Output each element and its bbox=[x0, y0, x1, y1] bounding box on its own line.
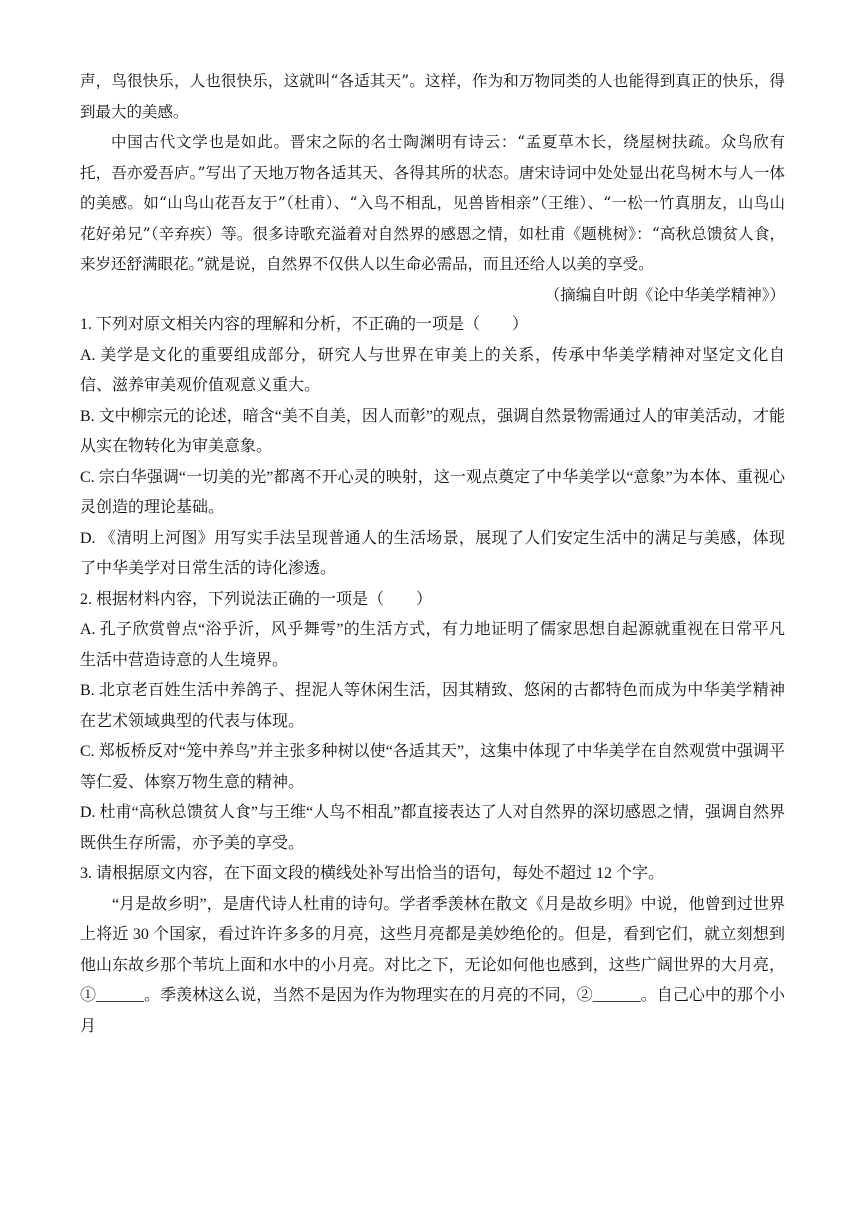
passage-paragraph-1: 声，鸟很快乐，人也很快乐，这就叫“各适其天”。这样，作为和万物同类的人也能得到真正的快乐，得到最大的美感。 bbox=[80, 72, 785, 121]
question-3-text: “月是故乡明”，是唐代诗人杜甫的诗句。学者季羡林在散文《月是故乡明》中说，他曾到过世界上将近 30 个国家，看过许许多多的月亮，这些月亮都是美妙绝伦的。但是，看到它们，就立刻想到他山东故乡那个苇坑上面和水中的小月亮。对比之下，无论如何他也感到，这些广阔世界的大月亮，①______。季羡林这么说，当然不是因为作为物理实在的月亮的不同，②______。自己心中的那个小月 bbox=[80, 895, 785, 1035]
question-2 bbox=[80, 585, 785, 860]
page-content bbox=[80, 66, 785, 1042]
question-2-option-b: B. 北京老百姓生活中养鸽子、捏泥人等休闲生活，因其精致、悠闲的古都特色而成为中华美学精神在艺术领域典型的代表与体现。 bbox=[80, 682, 785, 730]
question-1-option-c: C. 宗白华强调“一切美的光”都离不开心灵的映射，这一观点奠定了中华美学以“意象”为本体、重视心灵创造的理论基础。 bbox=[80, 468, 785, 516]
question-1 bbox=[80, 310, 785, 585]
question-1-option-d: D. 《清明上河图》用写实手法呈现普通人的生活场景，展现了人们安定生活中的满足与美感，体现了中华美学对日常生活的诗化渗透。 bbox=[80, 529, 785, 577]
question-2-stem: 2. 根据材料内容，下列说法正确的一项是（ ） bbox=[80, 590, 433, 608]
passage-source: （摘编自叶朗《论中华美学精神》） bbox=[544, 285, 785, 304]
question-2-option-c: C. 郑板桥反对“笼中养鸟”并主张多种树以使“各适其天”，这集中体现了中华美学在自然观赏中强调平等仁爱、体察万物生意的精神。 bbox=[80, 743, 785, 791]
question-2-option-a: A. 孔子欣赏曾点“浴乎沂，风乎舞雩”的生活方式，有力地证明了儒家思想自起源就重视在日常平凡生活中营造诗意的人生境界。 bbox=[80, 621, 785, 669]
question-3-stem: 3. 请根据原文内容，在下面文段的横线处补写出恰当的语句，每处不超过 12 个字。 bbox=[80, 865, 665, 882]
question-1-stem: 1. 下列对原文相关内容的理解和分析，不正确的一项是（ ） bbox=[80, 316, 529, 333]
passage-paragraph-2: 中国古代文学也是如此。晋宋之际的名士陶渊明有诗云：“孟夏草木长，绕屋树扶疏。众鸟欣有托，吾亦爱吾庐。”写出了天地万物各适其天、各得其所的状态。唐宋诗词中处处显出花鸟树木与人一体的美感。如“山鸟山花吾友于”（杜甫）、“入鸟不相乱，见兽皆相亲”（王维）、“一松一竹真朋友，山鸟山花好弟兄”（辛弃疾）等。很多诗歌充溢着对自然界的感恩之情，如杜甫《题桃树》：“高秋总馈贫人食，来岁还舒满眼花。”就是说，自然界不仅供人以生命必需品，而且还给人以美的享受。 bbox=[80, 133, 785, 273]
question-2-option-d: D. 杜甫“高秋总馈贫人食”与王维“人鸟不相乱”都直接表达了人对自然界的深切感恩之情，强调自然界既供生存所需，亦予美的享受。 bbox=[80, 804, 785, 852]
question-1-option-a: A. 美学是文化的重要组成部分，研究人与世界在审美上的关系，传承中华美学精神对坚定文化自信、滋养审美观价值观意义重大。 bbox=[80, 346, 785, 394]
question-1-option-b: B. 文中柳宗元的论述，暗含“美不自美，因人而彰”的观点，强调自然景物需通过人的审美活动，才能从实在物转化为审美意象。 bbox=[80, 407, 785, 455]
question-3 bbox=[80, 859, 785, 1042]
